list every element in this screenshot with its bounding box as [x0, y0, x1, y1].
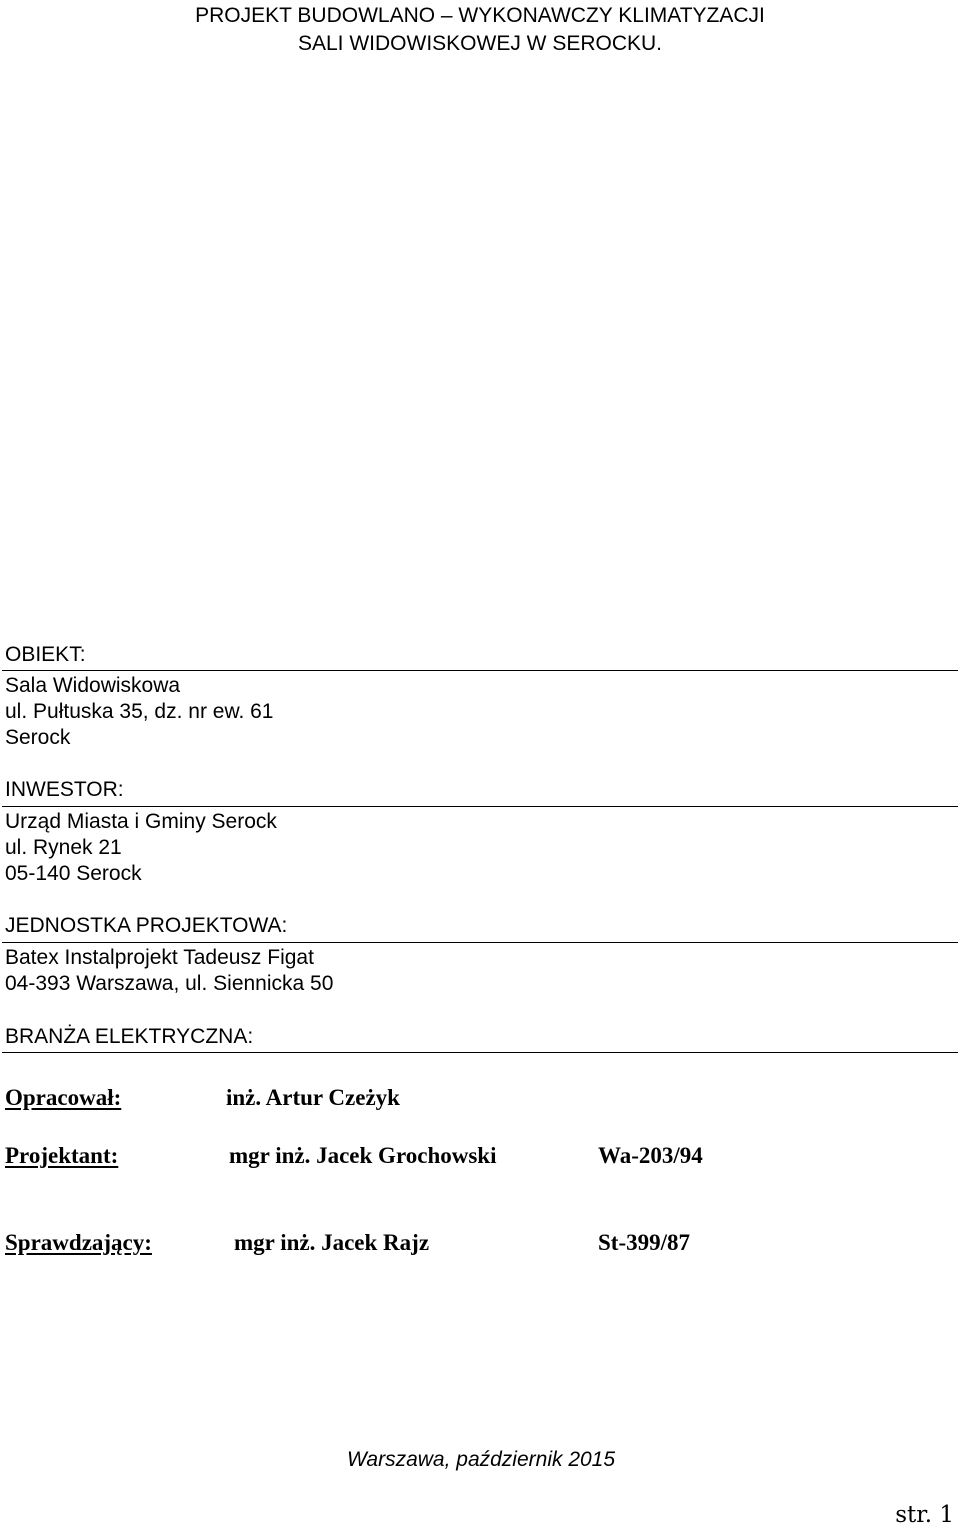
- obiekt-label: OBIEKT:: [5, 643, 86, 666]
- inwestor-divider: [2, 806, 958, 807]
- obiekt-line: Serock: [5, 726, 71, 749]
- sprawdzajacy-license: St-399/87: [598, 1230, 690, 1255]
- inwestor-label: INWESTOR:: [5, 778, 124, 801]
- branza-divider: [2, 1052, 958, 1053]
- opracowal-role: Opracował:: [5, 1085, 122, 1110]
- title-line-1: PROJEKT BUDOWLANO – WYKONAWCZY KLIMATYZACJI: [195, 4, 765, 27]
- obiekt-line: ul. Pułtuska 35, dz. nr ew. 61: [5, 700, 274, 723]
- jednostka-line: Batex Instalprojekt Tadeusz Figat: [5, 946, 314, 969]
- projektant-license: Wa-203/94: [598, 1143, 703, 1168]
- obiekt-divider: [2, 670, 958, 671]
- sprawdzajacy-name: mgr inż. Jacek Rajz: [234, 1230, 430, 1255]
- jednostka-line: 04-393 Warszawa, ul. Siennicka 50: [5, 972, 334, 995]
- inwestor-line: ul. Rynek 21: [5, 836, 122, 859]
- jednostka-label: JEDNOSTKA PROJEKTOWA:: [5, 914, 288, 937]
- inwestor-line: 05-140 Serock: [5, 862, 142, 885]
- sprawdzajacy-role: Sprawdzający:: [5, 1230, 152, 1255]
- page-number: str. 1: [895, 1502, 954, 1528]
- projektant-role: Projektant:: [5, 1143, 119, 1168]
- opracowal-name: inż. Artur Czeżyk: [226, 1085, 400, 1110]
- footer-date: Warszawa, październik 2015: [346, 1448, 616, 1471]
- projektant-name: mgr inż. Jacek Grochowski: [229, 1143, 497, 1168]
- branza-label: BRANŻA ELEKTRYCZNA:: [5, 1025, 254, 1048]
- inwestor-line: Urząd Miasta i Gminy Serock: [5, 810, 277, 833]
- obiekt-line: Sala Widowiskowa: [5, 674, 181, 697]
- title-line-2: SALI WIDOWISKOWEJ W SEROCKU.: [297, 32, 663, 55]
- jednostka-divider: [2, 942, 958, 943]
